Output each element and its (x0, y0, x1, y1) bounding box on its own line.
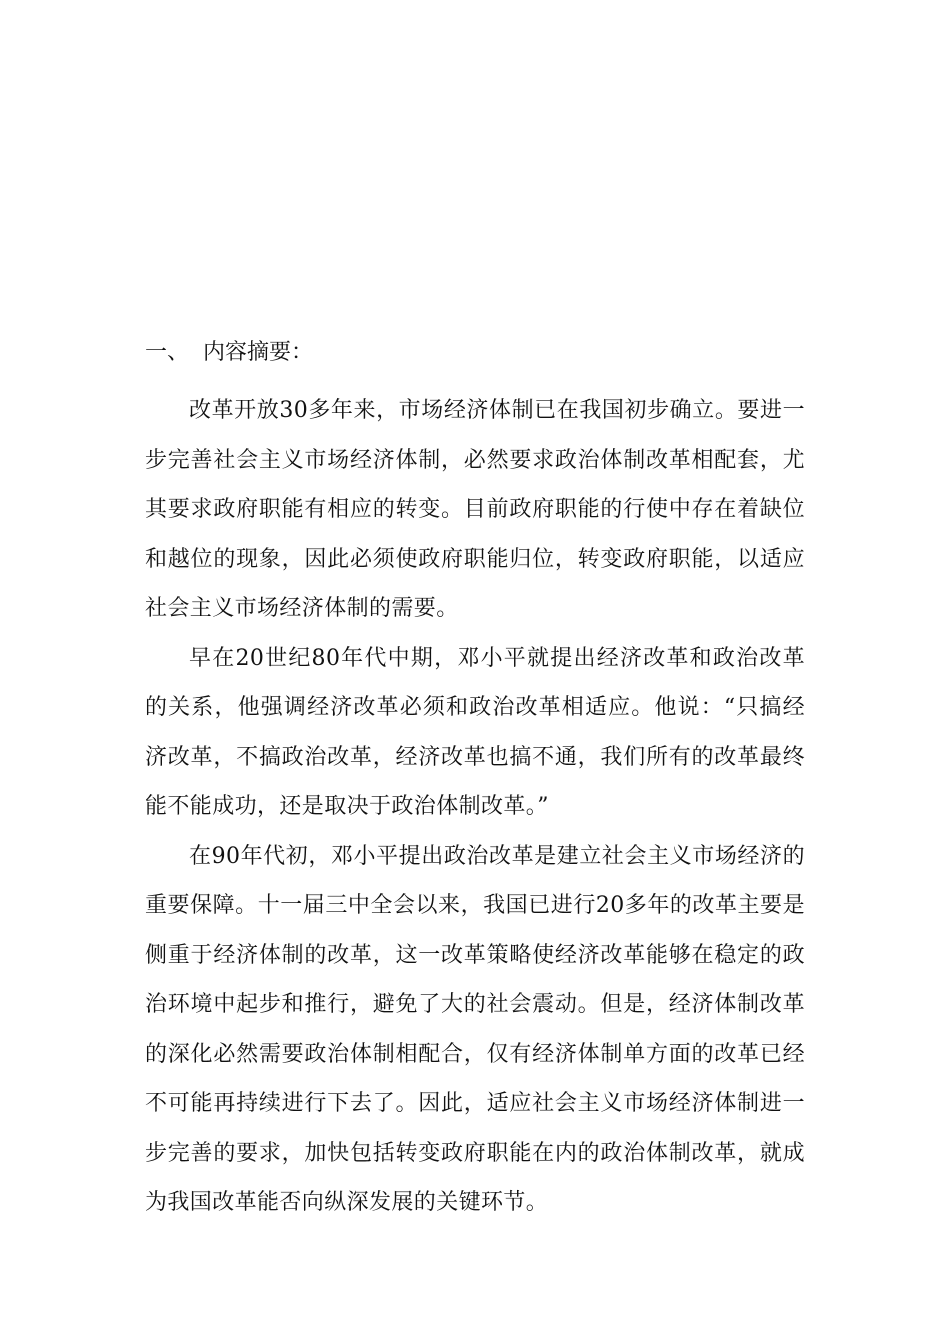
document-body (145, 338, 805, 1228)
paragraph-3: 在90年代初，邓小平提出政治改革是建立社会主义市场经济的重要保障。十一届三中全会以来，我国已进行20多年的改革主要是侧重于经济体制的改革，这一改革策略使经济改革能够在稳定的政治环境中起步和推行，避免了大的社会震动。但是，经济体制改革的深化必然需要政治体制相配合，仅有经济体制单方面的改革已经不可能再持续进行下去了。因此，适应社会主义市场经济体制进一步完善的要求，加快包括转变政府职能在内的政治体制改革，就成为我国改革能否向纵深发展的关键环节。 (145, 843, 805, 1215)
section-title: 内容摘要： (203, 340, 314, 365)
paragraph-1: 改革开放30多年来，市场经济体制已在我国初步确立。要进一步完善社会主义市场经济体制，必然要求政治体制改革相配套，尤其要求政府职能有相应的转变。目前政府职能的行使中存在着缺位和越位的现象，因此必须使政府职能归位，转变政府职能，以适应社会主义市场经济体制的需要。 (145, 398, 805, 621)
section-number: 一、 (145, 340, 190, 365)
paragraph-2: 早在20世纪80年代中期，邓小平就提出经济改革和政治改革的关系，他强调经济改革必须和政治改革相适应。他说：“只搞经济改革，不搞政治改革，经济改革也搞不通，我们所有的改革最终能不能成功，还是取决于政治体制改革。” (145, 645, 805, 819)
section-heading (145, 338, 805, 368)
